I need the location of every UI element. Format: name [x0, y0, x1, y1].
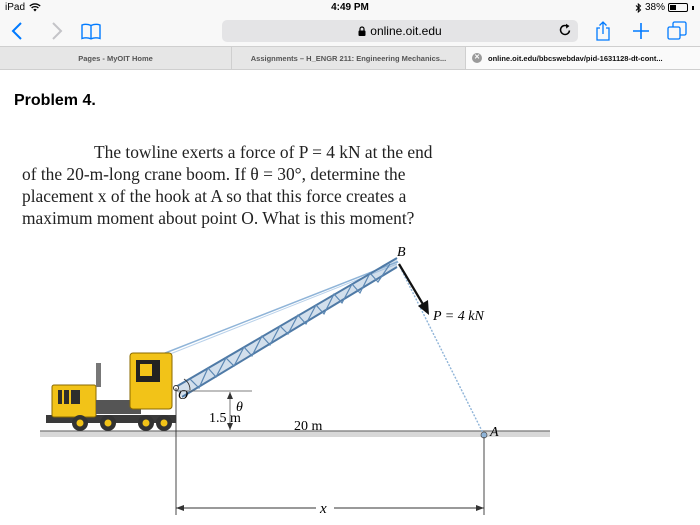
bookmarks-button[interactable] [80, 20, 102, 42]
tabs-overview-button[interactable] [666, 20, 688, 42]
label-boom-length: 20 m [294, 419, 323, 434]
reload-button[interactable] [558, 23, 572, 42]
problem-statement [22, 141, 502, 229]
label-b: B [397, 245, 406, 260]
force-arrow [399, 264, 424, 306]
clock: 4:49 PM [331, 2, 369, 13]
label-height: 1.5 m [209, 411, 241, 426]
url-display[interactable] [222, 24, 578, 38]
problem-line: maximum moment about point O. What is this moment? [22, 208, 415, 228]
force-arrow-head [418, 300, 429, 315]
crane-truck [46, 353, 176, 431]
tabs-icon [667, 21, 687, 41]
x-arrow-right [476, 505, 484, 511]
problem-line: placement x of the hook at A so that this force creates a [22, 186, 407, 206]
share-button[interactable] [592, 20, 614, 42]
page-content [0, 70, 700, 525]
towline [397, 261, 484, 435]
tab-bar [0, 46, 700, 70]
book-icon [81, 23, 101, 40]
tab-assignments[interactable] [232, 47, 466, 69]
device-name: iPad [5, 2, 26, 13]
tab-label: Pages - MyOIT Home [78, 53, 153, 63]
status-right [635, 2, 694, 13]
back-button[interactable] [6, 20, 28, 42]
close-tab-icon[interactable]: ✕ [472, 53, 482, 63]
height-arrow-up [227, 392, 233, 399]
crane-boom [174, 258, 397, 397]
battery-percent: 38% [644, 2, 665, 13]
status-bar [0, 0, 700, 16]
tab-active-document[interactable] [466, 47, 700, 69]
support-cable [155, 262, 397, 357]
label-a: A [490, 425, 499, 440]
label-force: P = 4 kN [433, 309, 484, 324]
crane-figure [0, 235, 700, 525]
reload-icon [558, 23, 572, 37]
bluetooth-icon [635, 3, 642, 13]
forward-button[interactable] [46, 20, 68, 42]
tab-label: online.oit.edu/bbcswebdav/pid-1631128-dt-cont... [488, 53, 663, 63]
battery-fill [670, 5, 676, 10]
label-theta: θ [236, 400, 243, 415]
problem-title: Problem 4. [14, 92, 96, 109]
tab-label: Assignments – H_ENGR 211: Engineering Mechanics... [250, 53, 447, 63]
new-tab-button[interactable] [630, 20, 652, 42]
chevron-left-icon [11, 22, 23, 40]
problem-line: The towline exerts a force of P = 4 kN at the end [94, 142, 433, 162]
tab-myoit-home[interactable] [0, 47, 232, 69]
label-x: x [320, 501, 327, 517]
battery-icon [668, 3, 688, 12]
x-arrow-left [176, 505, 184, 511]
share-icon [595, 21, 611, 41]
label-o: O [178, 388, 189, 403]
problem-line: of the 20-m-long crane boom. If θ = 30°, determine the [22, 164, 406, 184]
plus-icon [632, 22, 650, 40]
battery-tip [692, 6, 694, 10]
address-bar[interactable] [222, 20, 578, 42]
lock-icon [358, 26, 366, 36]
navigation-bar [0, 16, 700, 46]
url-text: online.oit.edu [370, 24, 442, 38]
chevron-right-icon [51, 22, 63, 40]
